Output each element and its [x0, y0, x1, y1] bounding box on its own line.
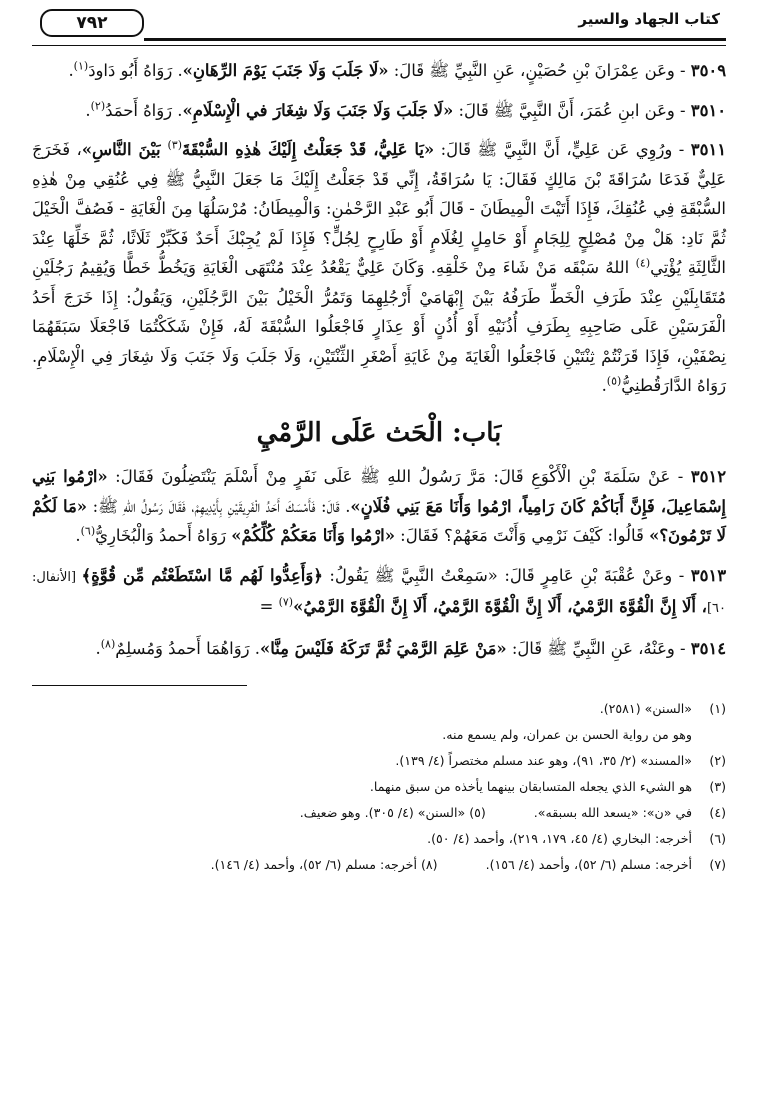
footnote-6 [32, 826, 726, 852]
hadith-number: ٣٥١١ [690, 140, 726, 159]
running-title: كتاب الجهاد والسير [578, 10, 720, 28]
hadith-text: . [85, 100, 91, 120]
quran-quote: ﴿وَأَعِدُّوا لَهُم مَّا اسْتَطَعْتُم مِّن قُوَّةٍ﴾ [81, 565, 323, 585]
hadith-text: - وعَنْهُ، عَنِ النَّبِيِّ ﷺ قَالَ: [506, 638, 691, 658]
footnote-mark: (١) [73, 59, 89, 73]
footnote-mark: (٨) [100, 637, 116, 651]
hadith-text: . قَالَ: فَأَمْسَكَ أَحَدُ الْفَرِيقَيْنِ بِأَيْدِيهِمْ، فَقَالَ رَسُولُ اللهِ ﷺ: [87, 496, 351, 516]
footnote-number: (٦) [709, 831, 726, 846]
footnote-number: (٤) [709, 805, 726, 820]
hadith-text: - وعَن عِمْرَانَ بْنِ حُصَيْنٍ، عَنِ النَّبِيِّ ﷺ قَالَ: [388, 61, 691, 80]
prophetic-quote: «مَا لَكُمْ لَا تَرْمُونَ؟» [32, 496, 726, 545]
hadith-text: . رَوَاهُ أَبُو دَاودَ [88, 61, 183, 80]
footnote-1-continuation: وهو من رواية الحسن بن عمران، ولم يسمع منه. [442, 727, 692, 742]
hadith-3512 [32, 462, 726, 551]
footnote-text [32, 852, 692, 878]
footnote-text: أخرجه: البخاري (٤/ ٤٥، ١٧٩، ٢١٩)، وأحمد (٤/ ٥٠). [427, 831, 692, 846]
footnotes [32, 696, 726, 878]
hadith-3509 [32, 56, 726, 86]
page-header [32, 0, 726, 56]
header-rule-thick [144, 38, 726, 41]
footnote-7-8 [32, 852, 726, 878]
footnote-3 [32, 774, 726, 800]
footnote-4-text: في «ن»: «يسعد الله بسبقه». [533, 805, 692, 820]
hadith-text: . [601, 376, 607, 395]
hadith-3514 [32, 634, 726, 664]
footnote-number: (٧) [709, 857, 726, 872]
footnote-number: (٥) [469, 805, 486, 820]
hadith-number: ٣٥١٣ [690, 565, 726, 585]
page-number: ٧٩٢ [40, 9, 144, 37]
hadith-3513 [32, 561, 726, 624]
hadith-text: . [95, 638, 101, 658]
quran-reference: [الأنفال: ٦٠] [32, 569, 726, 616]
hadith-text: ، فَخَرَجَ عَلِيٌّ فَدَعَا سُرَاقَةَ بْنَ مَالِكٍ فَقَالَ: يَا سُرَاقَةُ، إِنِّي قَدْ جَعَلْتُ إِلَيْكَ مَا جَعَلَ النَّبِيُّ ﷺ فِي عُنُقِي مِنْ هٰذِهِ السُّبْقَةِ فِي عُنُقِكَ، فَإِذَا أَتَيْتَ الْمِيطَانَ - قَالَ أَبُو عَبْدِ الرَّحْمٰنِ: وَالْمِيطَانُ: مُرْسَلُهَا مِنَ الْغَايَةِ - فَصُفَّ الْخَيْلَ ثُمَّ نَادِ: هَلْ مِنْ مُصْلِحٍ لِلِجَامٍ أَوْ حَامِلٍ لِغُلَامٍ أَوْ طَارِحٍ لِجُلٍّ؟ فَإِذَا لَمْ يُجِبْكَ أَحَدٌ فَكَبِّرْ ثَلَاثًا، ثُمَّ خَلِّهَا عِنْدَ الثَّالِثَةِ يُؤْتِي [32, 140, 726, 277]
prophetic-quote: «ارْمُوا بَنِي إِسْمَاعِيلَ، فَإِنَّ أَبَاكُمْ كَانَ رَامِياً، ارْمُوا وَأَنَا مَعَ بَنِي فُلَانٍ» [32, 467, 726, 516]
hadith-text: . رَوَاهُمَا أَحمدُ وَمُسلِمٌ [115, 638, 260, 658]
hadith-number: ٣٥٠٩ [690, 61, 726, 80]
hadith-number: ٣٥١٢ [690, 467, 727, 486]
prophetic-quote: «ارْمُوا وَأَنَا مَعَكُمْ كُلِّكُمْ» [231, 526, 395, 545]
footnote-mark: (٦) [80, 524, 96, 538]
footnote-number: (١) [709, 701, 726, 716]
main-text [32, 56, 726, 663]
footnote-number: (٢) [709, 753, 726, 768]
hadith-text: . رَوَاهُ أَحمَدُ [105, 100, 183, 120]
footnote-mark: (٧) [278, 595, 294, 609]
footnote-text [32, 800, 692, 826]
footnote-1 [32, 696, 726, 722]
footnote-mark: (٥) [606, 374, 622, 388]
prophetic-quote: «يَا عَلِيُّ، قَدْ جَعَلْتُ إِلَيْكَ هٰذِهِ السُّبْقَةَ [182, 140, 435, 159]
footnote-text: «المسند» (٢/ ٣٥، ٩١)، وهو عند مسلم مختصراً (٤/ ١٣٩). [395, 753, 692, 768]
header-rule-thin [32, 45, 726, 46]
continuation-mark: = [259, 597, 279, 616]
prophetic-quote: «مَنْ عَلِمَ الرَّمْيَ ثُمَّ تَرَكَهُ فَلَيْسَ مِنَّا» [260, 638, 507, 658]
footnote-7-text: أخرجه: مسلم (٦/ ٥٢)، وأحمد (٤/ ١٥٦). [485, 857, 692, 872]
footnote-4-5 [32, 800, 726, 826]
hadith-text: . [75, 526, 81, 545]
prophetic-quote: «لَا جَلَبَ وَلَا جَنَبَ يَوْمَ الرِّهَانِ» [182, 61, 389, 80]
footnote-separator [32, 685, 247, 686]
footnote-5-text: «السنن» (٤/ ٣٠٥). وهو ضعيف. [299, 805, 466, 820]
footnote-mark: (٢) [90, 99, 106, 113]
chapter-title: بَاب: الْحَث عَلَى الرَّمْيِ [256, 417, 502, 448]
hadith-text: قَالُوا: كَيْفَ نَرْمِي وَأَنْتَ مَعَهُمْ؟ فَقَالَ: [394, 526, 650, 545]
footnote-mark: (٤) [635, 256, 651, 270]
footnote-number: (٨) [420, 857, 438, 872]
hadith-3511 [32, 135, 726, 401]
hadith-text: - وعَن ابنِ عُمَرَ، أَنَّ النَّبِيَّ ﷺ قَالَ: [453, 100, 691, 120]
hadith-number: ٣٥١٤ [690, 638, 726, 658]
footnote-number: (٣) [709, 779, 726, 794]
hadith-text: . [68, 61, 74, 80]
footnote-mark: (٣) [167, 138, 183, 152]
prophetic-quote: «لَا جَلَبَ وَلَا جَنَبَ وَلَا شِغَارَ في الْإِسْلَامِ» [182, 100, 454, 120]
footnote-text: هو الشيء الذي يجعله المتسابقان بينهما يأخذه من سبق منهما. [369, 779, 692, 794]
footnote-8-text: أخرجه: مسلم (٦/ ٥٢)، وأحمد (٤/ ١٤٦). [210, 857, 417, 872]
hadith-text: - وعَنْ عُقْبَةَ بْنِ عَامِرٍ قَالَ: «سَمِعْتُ النَّبِيَّ ﷺ يَقُولُ: [322, 565, 691, 585]
footnote-text: «السنن» (٢٥٨١). [599, 701, 692, 716]
hadith-text: رَوَاهُ أَحمدُ وَالْبُخَارِيُّ [95, 526, 232, 545]
hadith-text: - ورُوِي عَن عَلِيٍّ، أَنَّ النَّبِيَّ ﷺ قَالَ: [434, 140, 691, 159]
hadith-number: ٣٥١٠ [690, 100, 726, 120]
hadith-text: - عَنْ سَلَمَةَ بْنِ الْأَكْوَعِ قَالَ: مَرَّ رَسُولُ اللهِ ﷺ عَلَى نَفَرٍ مِنْ أَسْلَمَ يَنْتَضِلُونَ فَقَالَ: [107, 467, 691, 486]
prophetic-quote: ، أَلَا إِنَّ الْقُوَّةَ الرَّمْيُ، أَلَا إِنَّ الْقُوَّةَ الرَّمْيُ، أَلَا إِنَّ الْقُوَّةَ الرَّمْيُ» [293, 597, 707, 616]
hadith-text: اللهُ سَبْقَه مَنْ شَاءَ مِنْ خَلْقِهِ. وَكَانَ عَلِيٌّ يَقْعُدُ عِنْدَ مُنْتَهَى الْغَايَةِ وَيَخُطُّ خَطًّا وَيُقِيمُ رَجُلَيْنِ مُتَقَابِلَيْنِ عِنْدَ طَرَفِ الْخَطِّ طَرَفُهُ بَيْنَ إِبْهَامَيْ أَرْجُلِهِمَا وَتَمُرُّ الْخَيْلُ بَيْنَ الرَّجُلَيْنِ، وَيَقُولُ: إِذَا خَرَجَ أَحَدُ الْفَرَسَيْنِ عَلَى صَاحِبِهِ بِطَرَفِ أُذُنَيْهِ أَوْ أُذُنٍ أَوْ عِذَارٍ فَاجْعَلُوا السُّبْقَةَ لَهُ، فَإِنْ شَكَكْتُمَا فَاجْعَلَا سَبَقَهُمَا نِصْفَيْنِ، فَإِذَا قَرَنْتُمْ ثِنْتَيْنِ فَاجْعَلُوا الْغَايَةَ مِنْ غَايَةِ أَصْغَرِ الثِّنْتَيْنِ، وَلَا جَلَبَ وَلَا جَنَبَ وَلَا شِغَارَ فِي الْإِسْلَامِ. رَوَاهُ الدَّارَقُطنِيُّ [32, 258, 726, 395]
hadith-3510 [32, 96, 726, 126]
footnote-2 [32, 748, 726, 774]
prophetic-quote: بَيْنَ النَّاسِ» [81, 140, 168, 159]
